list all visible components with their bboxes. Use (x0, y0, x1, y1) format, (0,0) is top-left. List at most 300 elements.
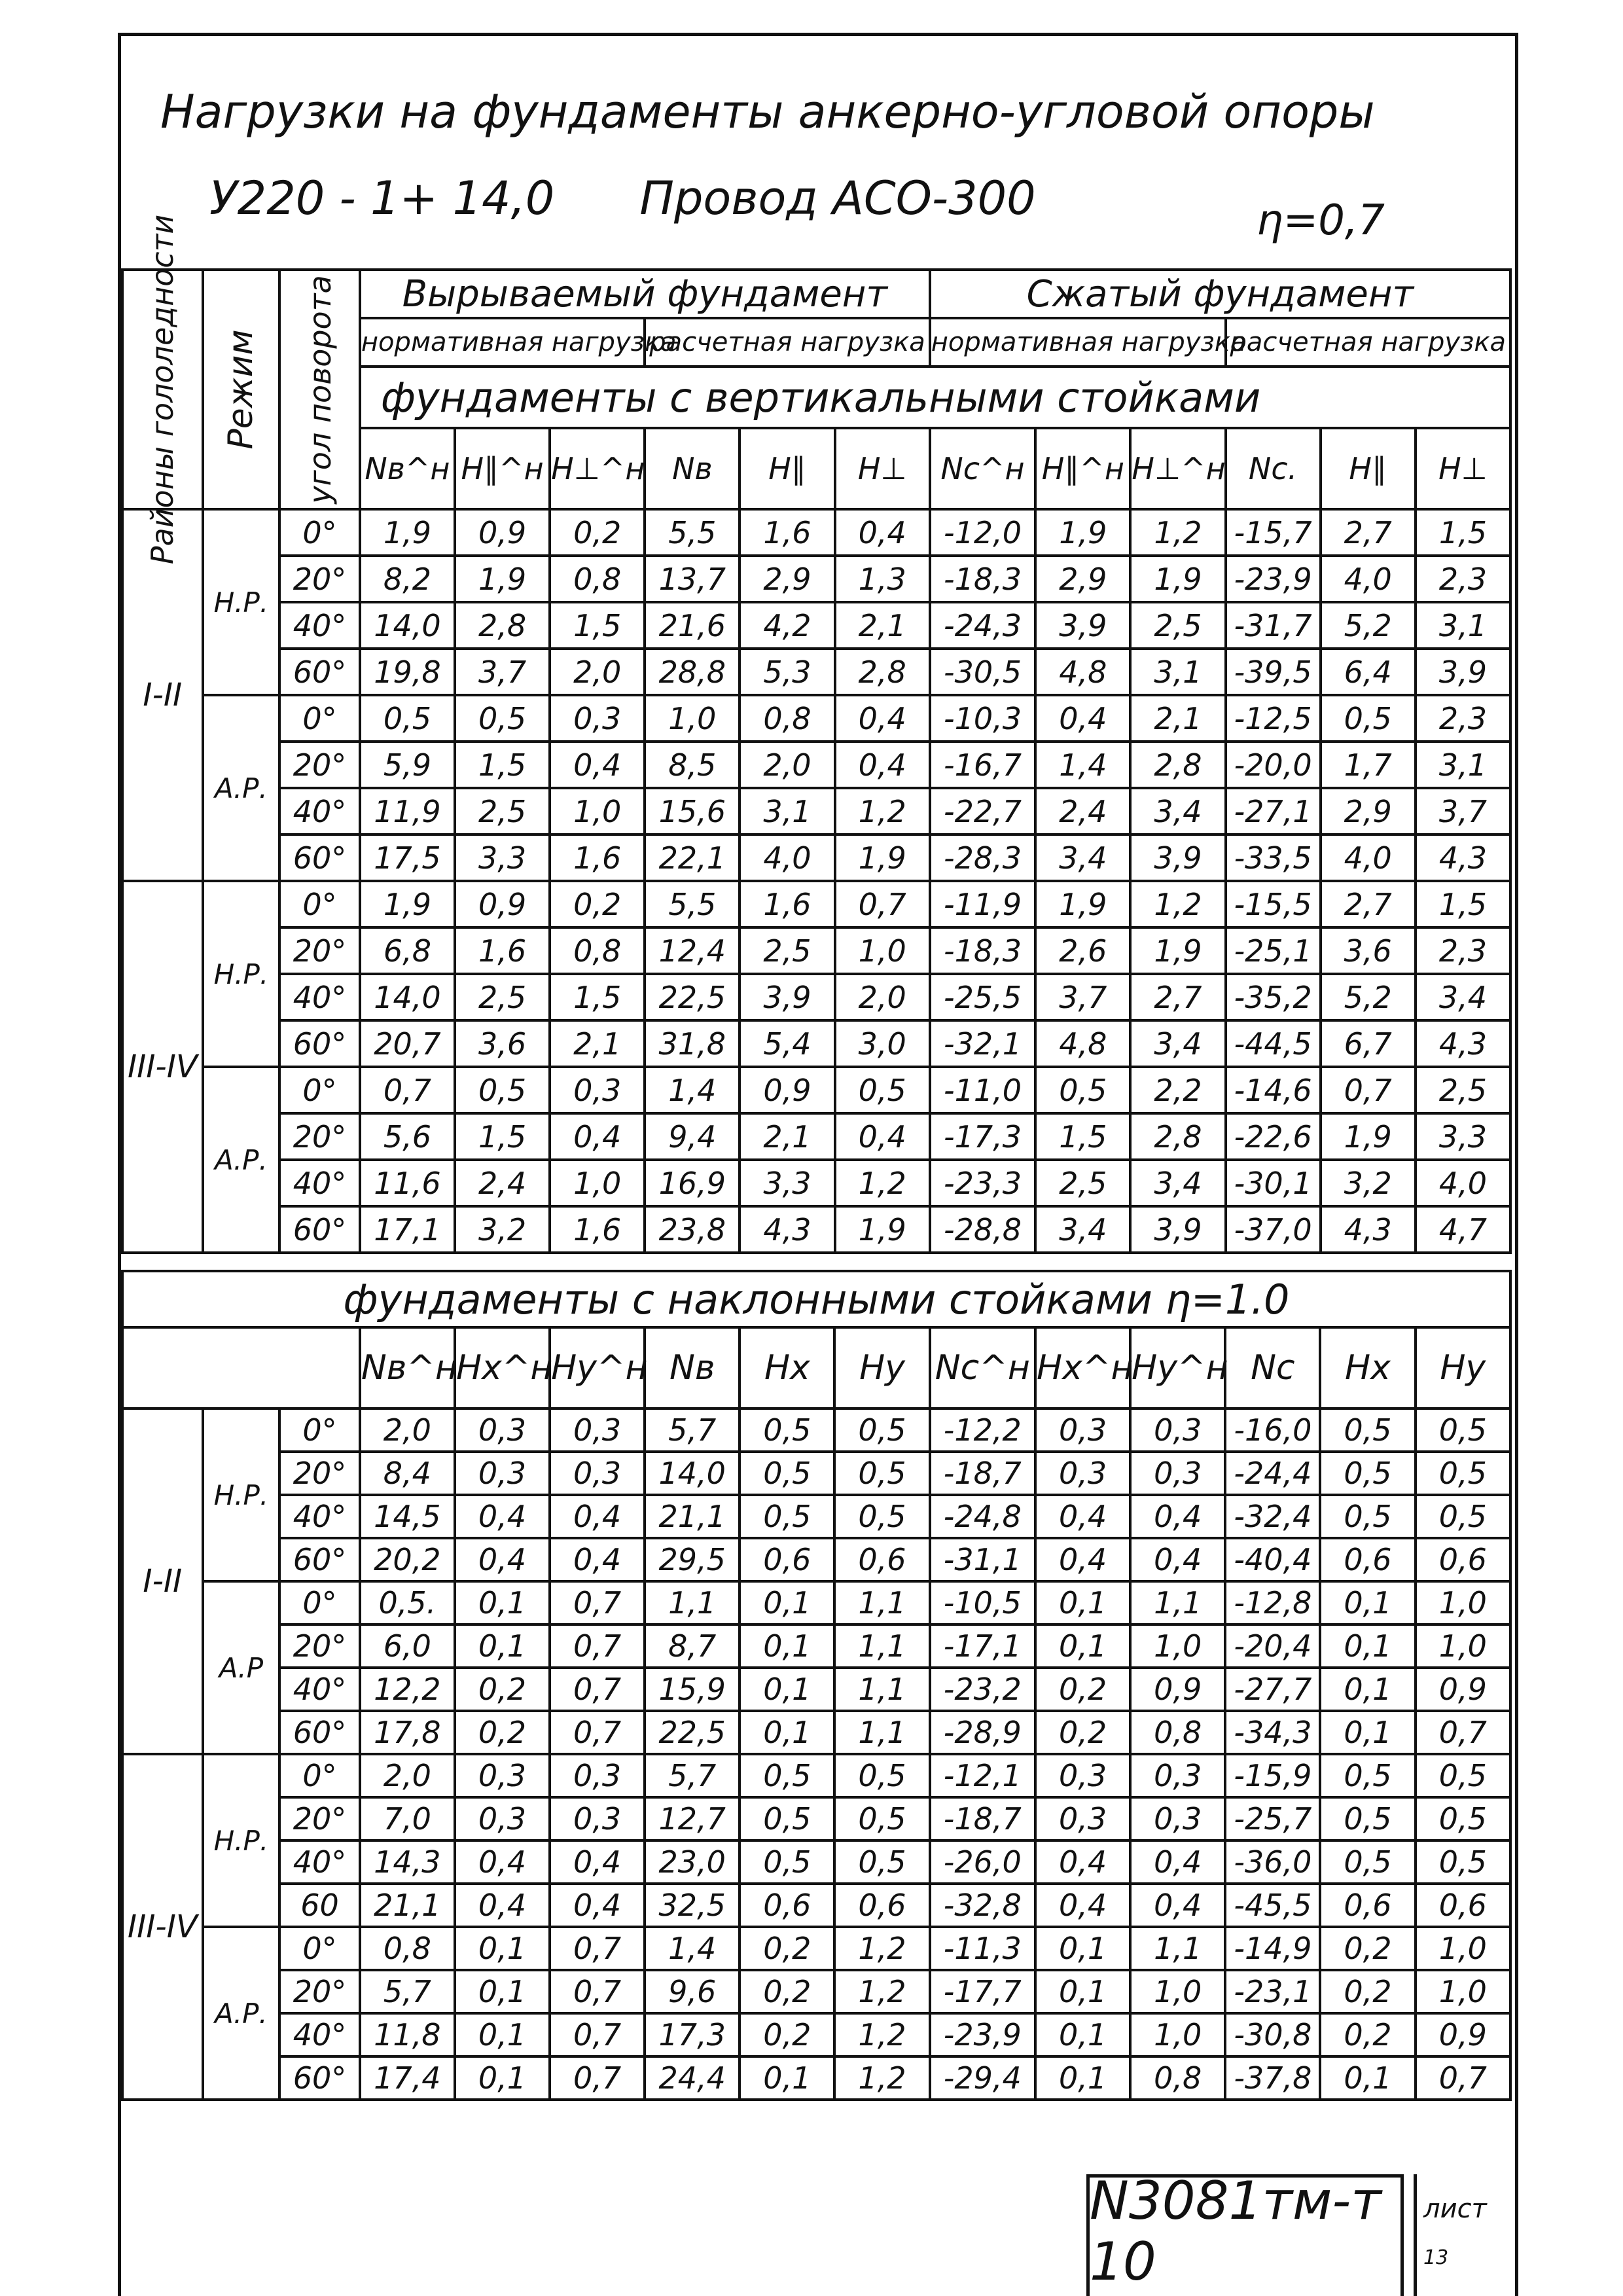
value-cell: 0,2 (1320, 1927, 1415, 1970)
table-row (122, 556, 1510, 602)
angle-cell: 0° (279, 695, 360, 742)
column-header: Hy (834, 1327, 929, 1408)
value-cell: 2,3 (1416, 695, 1510, 742)
header-spacer (122, 1327, 360, 1408)
eta-coefficient: η=0,7 (1257, 196, 1385, 245)
table-row (122, 974, 1510, 1020)
value-cell: 2,2 (1130, 1067, 1225, 1113)
document-title: Нагрузки на фундаменты анкерно-угловой опоры (160, 85, 1375, 139)
table-row (122, 1581, 1510, 1624)
value-cell: 1,1 (645, 1581, 740, 1624)
value-cell: -11,0 (930, 1067, 1036, 1113)
value-cell: 0,6 (834, 1538, 929, 1581)
value-cell: 0,5 (834, 1754, 929, 1797)
value-cell: -34,3 (1225, 1711, 1320, 1754)
value-cell: 5,2 (1321, 602, 1416, 649)
value-cell: 2,1 (835, 602, 930, 649)
value-cell: 2,5 (455, 974, 550, 1020)
value-cell: 4,3 (1321, 1206, 1416, 1253)
value-cell: 0,3 (550, 1452, 645, 1495)
value-cell: 0,4 (550, 1884, 645, 1927)
value-cell: 1,0 (550, 1160, 645, 1206)
value-cell: 1,9 (360, 881, 455, 927)
value-cell: 0,3 (1130, 1754, 1225, 1797)
tower-type: У220 - 1+ 14,0 (209, 171, 555, 225)
angle-cell: 40° (279, 602, 360, 649)
value-cell: -32,8 (930, 1884, 1035, 1927)
value-cell: 19,8 (360, 649, 455, 695)
value-cell: 0,3 (550, 1754, 645, 1797)
value-cell: 2,0 (360, 1754, 455, 1797)
value-cell: 0,2 (1035, 1668, 1130, 1711)
value-cell: 0,5 (740, 1408, 834, 1452)
value-cell: 2,8 (455, 602, 550, 649)
value-cell: 5,7 (645, 1754, 740, 1797)
value-cell: -30,1 (1226, 1160, 1321, 1206)
value-cell: 0,4 (1130, 1884, 1225, 1927)
value-cell: 1,1 (834, 1668, 929, 1711)
value-cell: -15,9 (1225, 1754, 1320, 1797)
compressed-foundation-header: Сжатый фундамент (930, 270, 1510, 318)
value-cell: -18,3 (930, 556, 1036, 602)
value-cell: 5,3 (740, 649, 834, 695)
value-cell: -12,1 (930, 1754, 1035, 1797)
value-cell: -29,4 (930, 2056, 1035, 2100)
value-cell: 2,6 (1035, 927, 1130, 974)
region-cell: I-II (122, 1408, 203, 1754)
value-cell: 0,7 (550, 1927, 645, 1970)
value-cell: 17,4 (360, 2056, 455, 2100)
value-cell: 9,6 (645, 1970, 740, 2013)
column-header: Nc^н (930, 1327, 1035, 1408)
value-cell: 1,1 (834, 1581, 929, 1624)
value-cell: 17,3 (645, 2013, 740, 2056)
column-header: H∥^н (1035, 428, 1130, 509)
value-cell: 0,4 (1130, 1538, 1225, 1581)
value-cell: -28,9 (930, 1711, 1035, 1754)
value-cell: 1,0 (1130, 1970, 1225, 2013)
value-cell: 0,1 (1035, 2056, 1130, 2100)
value-cell: 0,1 (740, 2056, 834, 2100)
value-cell: 1,5 (1416, 881, 1510, 927)
sheet-label: лист (1423, 2194, 1487, 2224)
value-cell: 0,5 (740, 1495, 834, 1538)
value-cell: 31,8 (645, 1020, 740, 1067)
table-row (122, 1206, 1510, 1253)
value-cell: -10,5 (930, 1581, 1035, 1624)
value-cell: 1,0 (1416, 1927, 1510, 1970)
value-cell: 0,5 (360, 695, 455, 742)
value-cell: 1,2 (1130, 509, 1225, 556)
value-cell: 0,3 (1130, 1452, 1225, 1495)
angle-cell: 60° (279, 1711, 360, 1754)
value-cell: 2,5 (455, 788, 550, 834)
column-header: Nв^н (360, 1327, 455, 1408)
inclined-section-title: фундаменты с наклонными стойками η=1.0 (122, 1271, 1510, 1327)
table-row (122, 649, 1510, 695)
angle-cell: 60° (279, 1538, 360, 1581)
value-cell: 3,1 (740, 788, 834, 834)
value-cell: -17,7 (930, 1970, 1035, 2013)
sheet-number: 13 (1423, 2246, 1449, 2269)
value-cell: 5,6 (360, 1113, 455, 1160)
value-cell: 0,1 (455, 2056, 550, 2100)
value-cell: 0,7 (1321, 1067, 1416, 1113)
value-cell: -16,0 (1225, 1408, 1320, 1452)
value-cell: -26,0 (930, 1840, 1035, 1884)
value-cell: 3,7 (1035, 974, 1130, 1020)
value-cell: 1,0 (1130, 2013, 1225, 2056)
value-cell: 3,9 (1130, 1206, 1225, 1253)
value-cell: 3,6 (1321, 927, 1416, 974)
value-cell: 1,9 (360, 509, 455, 556)
value-cell: 4,7 (1416, 1206, 1510, 1253)
value-cell: 0,2 (1320, 2013, 1415, 2056)
value-cell: 0,3 (550, 695, 645, 742)
mode-cell: А.Р. (203, 1927, 280, 2100)
table-row (122, 1840, 1510, 1884)
value-cell: -32,1 (930, 1020, 1036, 1067)
value-cell: 0,5 (1416, 1754, 1510, 1797)
value-cell: 2,4 (455, 1160, 550, 1206)
table-row (122, 742, 1510, 788)
value-cell: 0,7 (550, 1711, 645, 1754)
value-cell: 0,4 (455, 1840, 550, 1884)
value-cell: 0,1 (1320, 1711, 1415, 1754)
angle-cell: 60 (279, 1884, 360, 1927)
value-cell: 1,3 (835, 556, 930, 602)
column-header: H∥^н (455, 428, 550, 509)
value-cell: 0,1 (1035, 2013, 1130, 2056)
value-cell: 0,7 (550, 1624, 645, 1668)
value-cell: 12,2 (360, 1668, 455, 1711)
value-cell: 0,9 (1416, 2013, 1510, 2056)
value-cell: 0,8 (360, 1927, 455, 1970)
value-cell: 0,5 (1320, 1495, 1415, 1538)
value-cell: -24,8 (930, 1495, 1035, 1538)
value-cell: -25,7 (1225, 1797, 1320, 1840)
column-header: Hy (1416, 1327, 1510, 1408)
value-cell: 0,4 (835, 695, 930, 742)
value-cell: 0,4 (835, 509, 930, 556)
value-cell: 0,3 (550, 1067, 645, 1113)
value-cell: 0,5 (1320, 1408, 1415, 1452)
uplift-design-header: расчетная нагрузка (645, 318, 929, 367)
value-cell: 1,7 (1321, 742, 1416, 788)
value-cell: 0,4 (835, 1113, 930, 1160)
compressed-normative-header: нормативная нагрузка (930, 318, 1226, 367)
column-header: H⊥^н (1130, 428, 1225, 509)
angle-cell: 20° (279, 1970, 360, 2013)
value-cell: -12,2 (930, 1408, 1035, 1452)
value-cell: 4,8 (1035, 649, 1130, 695)
table-row (122, 1624, 1510, 1668)
value-cell: 12,4 (645, 927, 740, 974)
value-cell: 0,5 (740, 1452, 834, 1495)
table-row (122, 1495, 1510, 1538)
value-cell: 0,5 (834, 1452, 929, 1495)
value-cell: -24,3 (930, 602, 1036, 649)
value-cell: -35,2 (1226, 974, 1321, 1020)
value-cell: 0,9 (740, 1067, 834, 1113)
value-cell: 2,1 (1130, 695, 1225, 742)
value-cell: 22,5 (645, 974, 740, 1020)
value-cell: 8,5 (645, 742, 740, 788)
value-cell: 0,7 (550, 2056, 645, 2100)
value-cell: 0,4 (550, 1113, 645, 1160)
value-cell: 1,9 (1035, 509, 1130, 556)
value-cell: 0,1 (1035, 1581, 1130, 1624)
value-cell: 0,8 (1130, 2056, 1225, 2100)
value-cell: 3,1 (1416, 602, 1510, 649)
value-cell: 23,8 (645, 1206, 740, 1253)
value-cell: 3,4 (1130, 1160, 1225, 1206)
value-cell: 2,9 (1035, 556, 1130, 602)
table-row (122, 602, 1510, 649)
value-cell: 3,2 (455, 1206, 550, 1253)
value-cell: 22,5 (645, 1711, 740, 1754)
value-cell: 0,1 (1320, 1624, 1415, 1668)
value-cell: -18,7 (930, 1797, 1035, 1840)
column-header: Nв (645, 1327, 740, 1408)
value-cell: 0,7 (835, 881, 930, 927)
region-column-header: Районы гололедности (122, 270, 203, 509)
value-cell: 0,4 (1035, 1840, 1130, 1884)
value-cell: 5,7 (360, 1970, 455, 2013)
value-cell: 1,9 (1035, 881, 1130, 927)
wire-type: Провод АСО-300 (639, 171, 1036, 225)
value-cell: 2,8 (835, 649, 930, 695)
column-header: H⊥ (1416, 428, 1510, 509)
value-cell: 4,8 (1035, 1020, 1130, 1067)
value-cell: 0,5 (1416, 1840, 1510, 1884)
value-cell: 0,4 (1130, 1495, 1225, 1538)
inclined-piles-table (121, 1270, 1512, 2101)
value-cell: 3,9 (1130, 834, 1225, 881)
value-cell: -14,9 (1225, 1927, 1320, 1970)
table-row (122, 1884, 1510, 1927)
value-cell: 0,1 (455, 1581, 550, 1624)
value-cell: 0,1 (1035, 1927, 1130, 1970)
value-cell: 13,7 (645, 556, 740, 602)
value-cell: 1,0 (1416, 1624, 1510, 1668)
table-row (122, 695, 1510, 742)
value-cell: 0,1 (1320, 1668, 1415, 1711)
value-cell: 0,8 (740, 695, 834, 742)
value-cell: 14,5 (360, 1495, 455, 1538)
value-cell: -23,9 (930, 2013, 1035, 2056)
value-cell: 0,4 (550, 1495, 645, 1538)
value-cell: 1,6 (455, 927, 550, 974)
angle-cell: 20° (279, 1113, 360, 1160)
angle-column-header: угол поворота (279, 270, 360, 509)
value-cell: 2,1 (740, 1113, 834, 1160)
value-cell: 1,5 (550, 974, 645, 1020)
value-cell: 4,3 (740, 1206, 834, 1253)
value-cell: 14,3 (360, 1840, 455, 1884)
value-cell: 0,6 (1320, 1538, 1415, 1581)
value-cell: 2,1 (550, 1020, 645, 1067)
angle-cell: 0° (279, 1408, 360, 1452)
value-cell: 1,9 (835, 1206, 930, 1253)
value-cell: 0,2 (740, 1927, 834, 1970)
value-cell: 1,5 (550, 602, 645, 649)
value-cell: 11,8 (360, 2013, 455, 2056)
value-cell: 4,3 (1416, 834, 1510, 881)
value-cell: 17,5 (360, 834, 455, 881)
mode-cell: Н.Р. (203, 509, 280, 695)
value-cell: 0,7 (1416, 2056, 1510, 2100)
value-cell: 0,9 (455, 881, 550, 927)
value-cell: -23,3 (930, 1160, 1036, 1206)
value-cell: -31,1 (930, 1538, 1035, 1581)
value-cell: 0,1 (1035, 1624, 1130, 1668)
value-cell: 17,8 (360, 1711, 455, 1754)
value-cell: -15,7 (1226, 509, 1321, 556)
column-header: H⊥^н (550, 428, 645, 509)
value-cell: 4,0 (1321, 556, 1416, 602)
column-header: H∥ (1321, 428, 1416, 509)
value-cell: -16,7 (930, 742, 1036, 788)
value-cell: 1,1 (834, 1711, 929, 1754)
value-cell: -18,3 (930, 927, 1036, 974)
value-cell: 3,9 (1416, 649, 1510, 695)
column-header: Hx (1320, 1327, 1415, 1408)
value-cell: 21,1 (645, 1495, 740, 1538)
value-cell: 20,2 (360, 1538, 455, 1581)
angle-cell: 0° (279, 509, 360, 556)
column-header: Nв^н (360, 428, 455, 509)
table-row (122, 2056, 1510, 2100)
value-cell: 0,8 (550, 556, 645, 602)
value-cell: 0,2 (455, 1711, 550, 1754)
table-row (122, 1711, 1510, 1754)
value-cell: 1,9 (1321, 1113, 1416, 1160)
value-cell: 12,7 (645, 1797, 740, 1840)
value-cell: 3,0 (835, 1020, 930, 1067)
value-cell: -18,7 (930, 1452, 1035, 1495)
value-cell: 0,4 (835, 742, 930, 788)
value-cell: 2,8 (1130, 1113, 1225, 1160)
value-cell: -11,3 (930, 1927, 1035, 1970)
value-cell: 3,7 (1416, 788, 1510, 834)
mode-cell: Н.Р. (203, 1754, 280, 1927)
value-cell: 0,5 (834, 1840, 929, 1884)
value-cell: 5,2 (1321, 974, 1416, 1020)
value-cell: 3,4 (1035, 1206, 1130, 1253)
value-cell: 6,8 (360, 927, 455, 974)
angle-cell: 20° (279, 1797, 360, 1840)
value-cell: -22,7 (930, 788, 1036, 834)
value-cell: 0,3 (1035, 1408, 1130, 1452)
value-cell: 0,6 (740, 1538, 834, 1581)
value-cell: 1,9 (1130, 927, 1225, 974)
value-cell: 5,7 (645, 1408, 740, 1452)
value-cell: 32,5 (645, 1884, 740, 1927)
column-header: H⊥ (835, 428, 930, 509)
value-cell: -30,8 (1225, 2013, 1320, 2056)
value-cell: -28,3 (930, 834, 1036, 881)
table-row (122, 1538, 1510, 1581)
value-cell: 1,1 (1130, 1581, 1225, 1624)
value-cell: 1,2 (834, 1970, 929, 2013)
angle-cell: 0° (279, 1754, 360, 1797)
value-cell: 1,0 (645, 695, 740, 742)
value-cell: 1,1 (834, 1624, 929, 1668)
value-cell: 28,8 (645, 649, 740, 695)
vertical-section-title: фундаменты с вертикальными стойками (360, 367, 1510, 428)
value-cell: 1,5 (455, 742, 550, 788)
table-row (122, 1754, 1510, 1797)
region-cell: III-IV (122, 1754, 203, 2100)
value-cell: 0,1 (1320, 2056, 1415, 2100)
value-cell: 0,5 (740, 1754, 834, 1797)
value-cell: -17,1 (930, 1624, 1035, 1668)
table-row (122, 1970, 1510, 2013)
value-cell: 1,5 (1416, 509, 1510, 556)
value-cell: -14,6 (1226, 1067, 1321, 1113)
angle-cell: 0° (279, 1067, 360, 1113)
value-cell: 3,7 (455, 649, 550, 695)
value-cell: 0,5 (1035, 1067, 1130, 1113)
value-cell: 2,9 (740, 556, 834, 602)
mode-cell: Н.Р. (203, 881, 280, 1067)
value-cell: 0,5 (1320, 1754, 1415, 1797)
value-cell: 0,1 (740, 1668, 834, 1711)
value-cell: 5,9 (360, 742, 455, 788)
value-cell: 0,7 (360, 1067, 455, 1113)
value-cell: 0,5 (1416, 1495, 1510, 1538)
value-cell: -40,4 (1225, 1538, 1320, 1581)
value-cell: 1,4 (1035, 742, 1130, 788)
value-cell: 0,5 (1320, 1797, 1415, 1840)
value-cell: 2,5 (1416, 1067, 1510, 1113)
table-row (122, 509, 1510, 556)
mode-cell: А.Р. (203, 695, 280, 881)
value-cell: 3,2 (1321, 1160, 1416, 1206)
angle-cell: 20° (279, 556, 360, 602)
value-cell: 0,1 (455, 2013, 550, 2056)
value-cell: 1,6 (740, 881, 834, 927)
value-cell: 0,1 (455, 1927, 550, 1970)
value-cell: -17,3 (930, 1113, 1036, 1160)
value-cell: 3,3 (455, 834, 550, 881)
value-cell: 15,6 (645, 788, 740, 834)
value-cell: 3,4 (1130, 1020, 1225, 1067)
value-cell: 1,6 (550, 1206, 645, 1253)
table-row (122, 881, 1510, 927)
value-cell: 0,4 (1130, 1840, 1225, 1884)
table-row (122, 2013, 1510, 2056)
value-cell: 1,9 (1130, 556, 1225, 602)
value-cell: 14,0 (360, 602, 455, 649)
value-cell: 5,5 (645, 509, 740, 556)
angle-cell: 40° (279, 788, 360, 834)
value-cell: 0,8 (550, 927, 645, 974)
value-cell: 2,3 (1416, 556, 1510, 602)
angle-cell: 40° (279, 974, 360, 1020)
value-cell: 3,9 (1035, 602, 1130, 649)
value-cell: 8,2 (360, 556, 455, 602)
value-cell: 2,5 (740, 927, 834, 974)
angle-cell: 40° (279, 1160, 360, 1206)
angle-cell: 20° (279, 1452, 360, 1495)
table-row (122, 1113, 1510, 1160)
table-row (122, 1020, 1510, 1067)
value-cell: 0,5 (1416, 1408, 1510, 1452)
value-cell: 6,0 (360, 1624, 455, 1668)
angle-cell: 60° (279, 834, 360, 881)
